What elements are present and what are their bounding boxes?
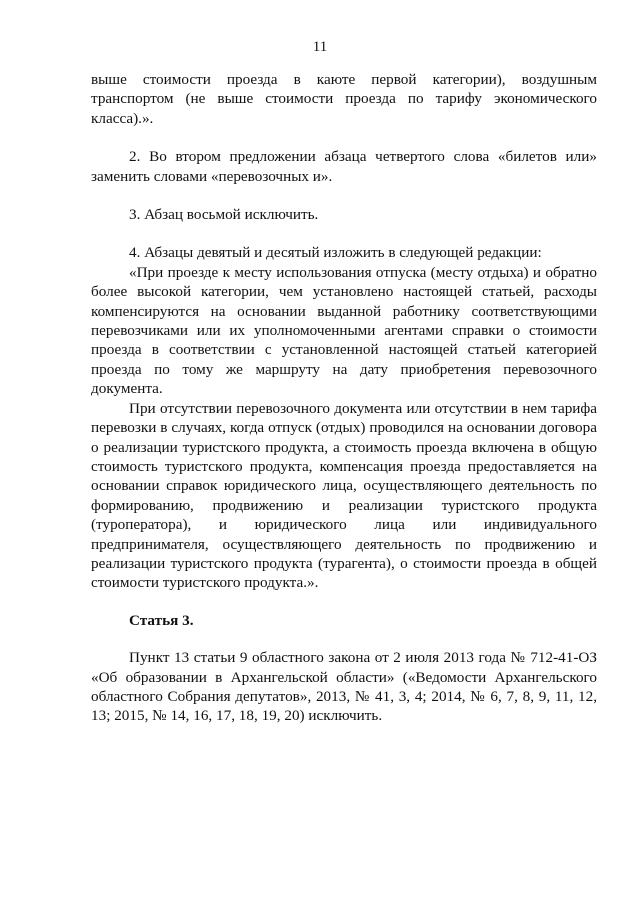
paragraph-item-2: 2. Во втором предложении абзаца четвертого слова «билетов или» заменить словами «перевозочных и». bbox=[91, 148, 597, 185]
paragraph-article-3-text: Пункт 13 статьи 9 областного закона от 2 июля 2013 года № 712-41-ОЗ «Об образовании в Архангельской области» («Ведомости Архангельского областного Собрания депутатов», 2013, № 41, 3, 4; 2014, № 6, 7, 8, 9, 11, 12, 13; 2015, № 14, 16, 17, 18, 19, 20) исключить. bbox=[91, 649, 597, 725]
paragraph-item-3: 3. Абзац восьмой исключить. bbox=[129, 206, 319, 224]
paragraph-quoted-ninth: «При проезде к месту использования отпуска (месту отдыха) и обратно более высокой категории, чем установлено настоящей статьей, расходы компенсируются на основании выданной работнику соответствующими перевозчиками или их уполномоченными агентами справки о стоимости проезда в соответствии с установленной настоящей статьей категорией проезда по тому же маршруту на дату приобретения перевозочного документа. bbox=[91, 263, 597, 398]
paragraph-item-4: 4. Абзацы девятый и десятый изложить в следующей редакции: bbox=[129, 244, 542, 262]
document-body bbox=[91, 70, 597, 726]
article-heading: Статья 3. bbox=[129, 611, 194, 629]
page-number: 11 bbox=[312, 39, 328, 55]
paragraph-quoted-tenth: При отсутствии перевозочного документа или отсутствии в нем тарифа перевозки в случаях, когда отпуск (отдых) проводился на основании договора о реализации туристского продукта, а стоимость проезда включена в общую стоимость туристского продукта, компенсация проезда предоставляется на основании справок юридического лица, осуществляющего деятельность по формированию, продвижению и реализации туристского продукта (туроператора), и юридического лица или индивидуального предпринимателя, осуществляющего деятельность по продвижению и реализации туристского продукта (турагента), о стоимости проезда в общей стоимости туристского продукта.». bbox=[91, 399, 597, 592]
paragraph-continuation: выше стоимости проезда в каюте первой категории), воздушным транспортом (не выше стоимости проезда по тарифу экономического класса).». bbox=[91, 71, 597, 127]
